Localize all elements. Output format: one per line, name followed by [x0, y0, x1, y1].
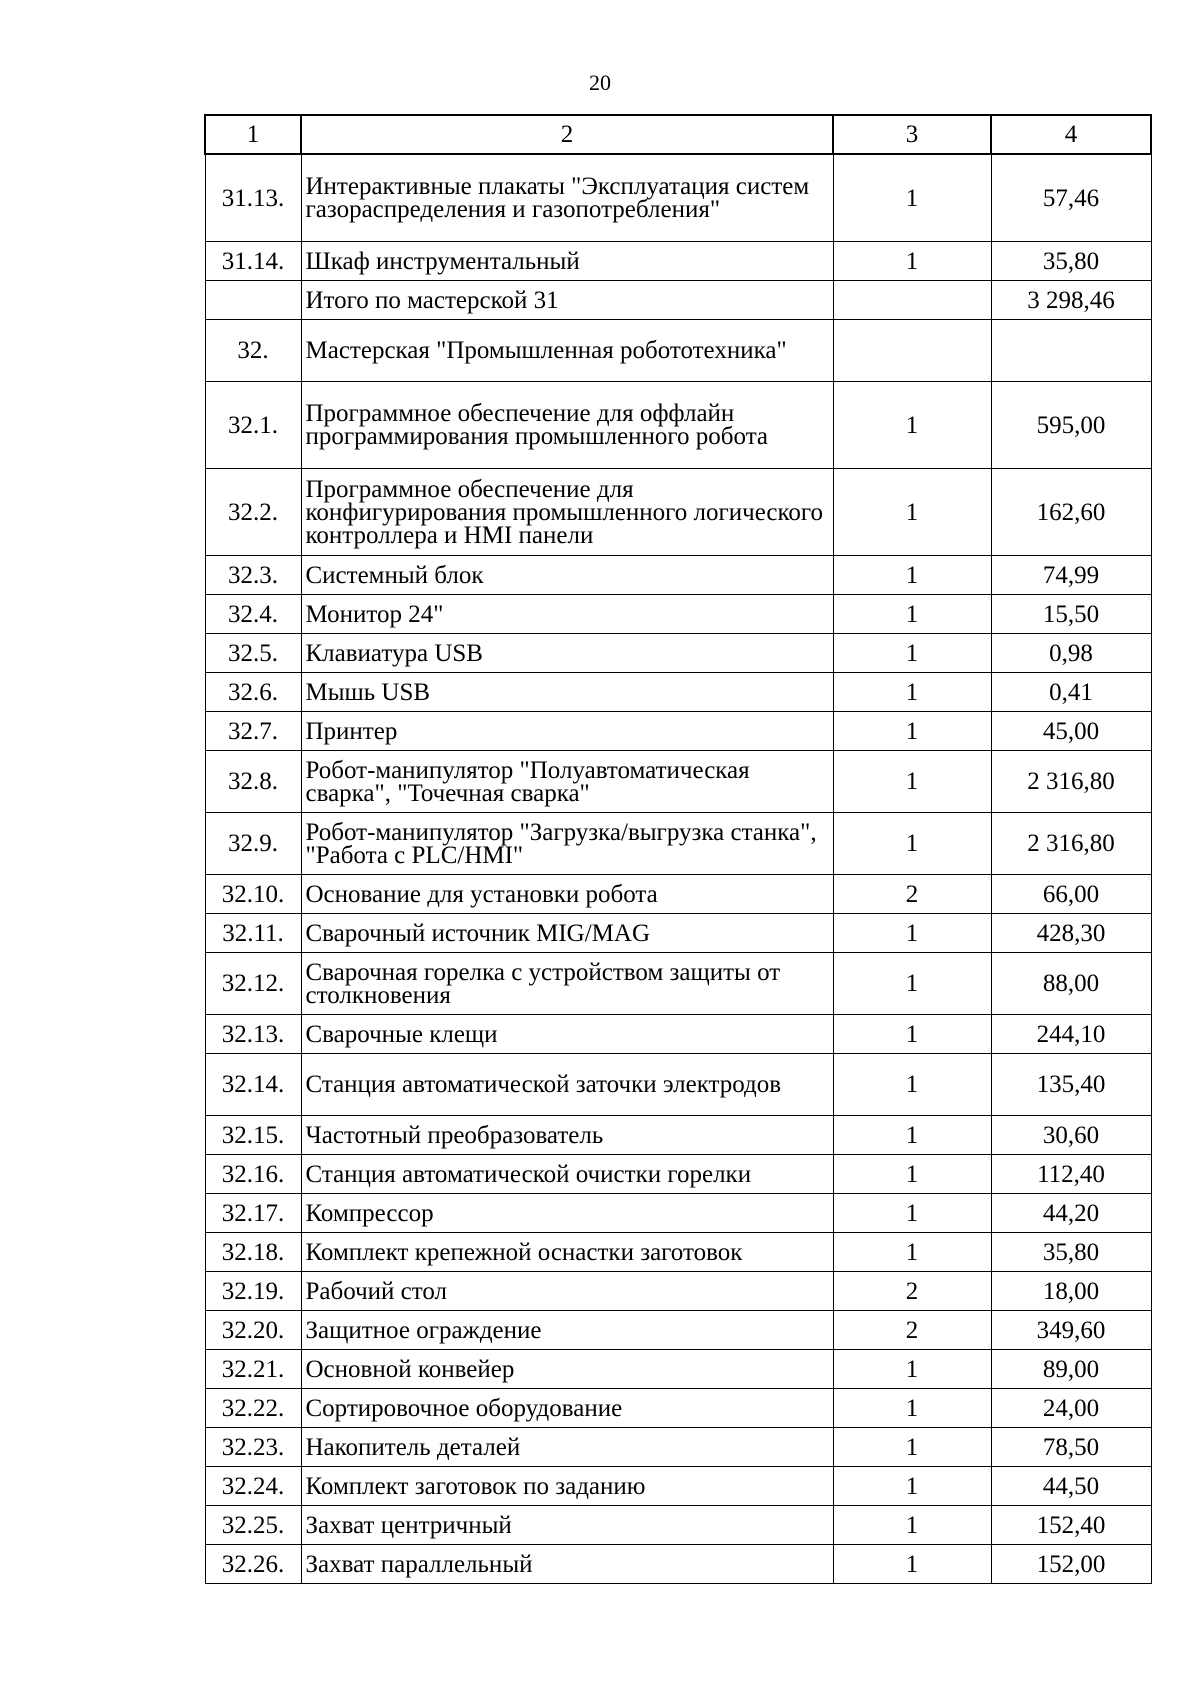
price-cell: 595,00	[991, 382, 1151, 469]
quantity-cell: 2	[833, 875, 991, 914]
price-cell: 2 316,80	[991, 813, 1151, 875]
table-row	[205, 712, 1151, 751]
table-row	[205, 1545, 1151, 1584]
table-row	[205, 813, 1151, 875]
quantity-cell: 1	[833, 1116, 991, 1155]
quantity-cell: 1	[833, 1506, 991, 1545]
quantity-cell: 1	[833, 1350, 991, 1389]
item-number-cell: 32.23.	[205, 1428, 301, 1467]
table-row	[205, 875, 1151, 914]
price-cell: 244,10	[991, 1015, 1151, 1054]
item-name-cell: Основной конвейер	[301, 1350, 833, 1389]
table-row	[205, 242, 1151, 281]
price-cell: 15,50	[991, 595, 1151, 634]
price-cell: 2 316,80	[991, 751, 1151, 813]
table-row	[205, 1054, 1151, 1116]
item-number-cell: 32.1.	[205, 382, 301, 469]
item-name-cell: Интерактивные плакаты "Эксплуатация систем газораспределения и газопотребления"	[301, 154, 833, 242]
item-number-cell: 32.8.	[205, 751, 301, 813]
item-name-cell: Робот-манипулятор "Полуавтоматическая сварка", "Точечная сварка"	[301, 751, 833, 813]
price-cell: 44,50	[991, 1467, 1151, 1506]
quantity-cell: 2	[833, 1311, 991, 1350]
quantity-cell: 1	[833, 382, 991, 469]
table-row	[205, 595, 1151, 634]
table-row	[205, 1389, 1151, 1428]
item-name-cell: Захват центричный	[301, 1506, 833, 1545]
price-cell: 35,80	[991, 1233, 1151, 1272]
table-row	[205, 154, 1151, 242]
table-row	[205, 1272, 1151, 1311]
quantity-cell: 1	[833, 673, 991, 712]
item-name-cell: Принтер	[301, 712, 833, 751]
item-number-cell: 32.17.	[205, 1194, 301, 1233]
item-number-cell: 32.12.	[205, 953, 301, 1015]
item-number-cell: 32.4.	[205, 595, 301, 634]
price-cell: 35,80	[991, 242, 1151, 281]
quantity-cell: 1	[833, 1545, 991, 1584]
price-cell: 152,00	[991, 1545, 1151, 1584]
price-cell: 88,00	[991, 953, 1151, 1015]
item-number-cell: 32.3.	[205, 556, 301, 595]
quantity-cell: 1	[833, 914, 991, 953]
item-number-cell: 32.15.	[205, 1116, 301, 1155]
table-row	[205, 469, 1151, 556]
quantity-cell: 1	[833, 1389, 991, 1428]
table-row	[205, 953, 1151, 1015]
equipment-table	[204, 114, 1152, 1584]
item-number-cell: 32.7.	[205, 712, 301, 751]
table-row	[205, 634, 1151, 673]
price-cell: 152,40	[991, 1506, 1151, 1545]
price-cell: 74,99	[991, 556, 1151, 595]
header-col-2: 2	[301, 115, 833, 154]
item-number-cell: 32.11.	[205, 914, 301, 953]
item-name-cell: Сварочный источник MIG/MAG	[301, 914, 833, 953]
header-col-3: 3	[833, 115, 991, 154]
price-cell: 24,00	[991, 1389, 1151, 1428]
item-name-cell: Компрессор	[301, 1194, 833, 1233]
item-name-cell: Монитор 24"	[301, 595, 833, 634]
price-cell: 135,40	[991, 1054, 1151, 1116]
table-row	[205, 1350, 1151, 1389]
item-number-cell: 32.16.	[205, 1155, 301, 1194]
quantity-cell: 1	[833, 154, 991, 242]
item-name-cell: Программное обеспечение для конфигурирования промышленного логического контроллера и HMI панели	[301, 469, 833, 556]
item-number-cell: 32.25.	[205, 1506, 301, 1545]
table-row	[205, 1155, 1151, 1194]
quantity-cell: 1	[833, 1233, 991, 1272]
item-name-cell: Рабочий стол	[301, 1272, 833, 1311]
table-row	[205, 673, 1151, 712]
quantity-cell: 1	[833, 634, 991, 673]
price-cell: 162,60	[991, 469, 1151, 556]
item-number-cell: 32.24.	[205, 1467, 301, 1506]
table-row	[205, 1116, 1151, 1155]
item-number-cell: 32.5.	[205, 634, 301, 673]
item-number-cell	[205, 281, 301, 320]
quantity-cell: 1	[833, 556, 991, 595]
quantity-cell: 1	[833, 1155, 991, 1194]
quantity-cell: 1	[833, 813, 991, 875]
item-name-cell: Комплект заготовок по заданию	[301, 1467, 833, 1506]
item-name-cell: Накопитель деталей	[301, 1428, 833, 1467]
quantity-cell: 1	[833, 1428, 991, 1467]
item-name-cell: Системный блок	[301, 556, 833, 595]
header-col-1: 1	[205, 115, 301, 154]
price-cell: 428,30	[991, 914, 1151, 953]
table-row	[205, 556, 1151, 595]
table-row	[205, 1428, 1151, 1467]
quantity-cell: 1	[833, 712, 991, 751]
price-cell: 112,40	[991, 1155, 1151, 1194]
item-name-cell: Мастерская "Промышленная робототехника"	[301, 320, 833, 382]
header-col-4: 4	[991, 115, 1151, 154]
quantity-cell	[833, 281, 991, 320]
quantity-cell: 1	[833, 751, 991, 813]
item-name-cell: Защитное ограждение	[301, 1311, 833, 1350]
item-name-cell: Сварочная горелка с устройством защиты от столкновения	[301, 953, 833, 1015]
price-cell: 349,60	[991, 1311, 1151, 1350]
item-name-cell: Сварочные клещи	[301, 1015, 833, 1054]
quantity-cell	[833, 320, 991, 382]
table-row	[205, 1015, 1151, 1054]
item-name-cell: Станция автоматической заточки электродов	[301, 1054, 833, 1116]
item-number-cell: 31.13.	[205, 154, 301, 242]
price-cell: 78,50	[991, 1428, 1151, 1467]
item-number-cell: 32.10.	[205, 875, 301, 914]
quantity-cell: 1	[833, 1467, 991, 1506]
item-name-cell: Основание для установки робота	[301, 875, 833, 914]
item-number-cell: 32.22.	[205, 1389, 301, 1428]
item-name-cell: Станция автоматической очистки горелки	[301, 1155, 833, 1194]
price-cell	[991, 320, 1151, 382]
page-number: 20	[589, 70, 611, 95]
quantity-cell: 2	[833, 1272, 991, 1311]
table-row	[205, 382, 1151, 469]
price-cell: 30,60	[991, 1116, 1151, 1155]
table-row	[205, 914, 1151, 953]
price-cell: 18,00	[991, 1272, 1151, 1311]
table-row	[205, 1506, 1151, 1545]
item-number-cell: 32.14.	[205, 1054, 301, 1116]
item-number-cell: 31.14.	[205, 242, 301, 281]
price-cell: 66,00	[991, 875, 1151, 914]
item-number-cell: 32.2.	[205, 469, 301, 556]
quantity-cell: 1	[833, 1015, 991, 1054]
item-name-cell: Шкаф инструментальный	[301, 242, 833, 281]
item-number-cell: 32.21.	[205, 1350, 301, 1389]
header-row	[205, 115, 1151, 154]
item-number-cell: 32.13.	[205, 1015, 301, 1054]
item-number-cell: 32.18.	[205, 1233, 301, 1272]
item-number-cell: 32.19.	[205, 1272, 301, 1311]
table-row	[205, 1311, 1151, 1350]
table-row	[205, 320, 1151, 382]
price-cell: 0,41	[991, 673, 1151, 712]
price-cell: 57,46	[991, 154, 1151, 242]
item-name-cell: Сортировочное оборудование	[301, 1389, 833, 1428]
item-name-cell: Захват параллельный	[301, 1545, 833, 1584]
price-cell: 0,98	[991, 634, 1151, 673]
item-number-cell: 32.26.	[205, 1545, 301, 1584]
quantity-cell: 1	[833, 1054, 991, 1116]
table-row	[205, 1194, 1151, 1233]
table-body	[205, 154, 1151, 1584]
item-number-cell: 32.	[205, 320, 301, 382]
item-name-cell: Программное обеспечение для оффлайн программирования промышленного робота	[301, 382, 833, 469]
table-header	[205, 115, 1151, 154]
quantity-cell: 1	[833, 469, 991, 556]
price-cell: 3 298,46	[991, 281, 1151, 320]
quantity-cell: 1	[833, 953, 991, 1015]
item-name-cell: Частотный преобразователь	[301, 1116, 833, 1155]
table-row	[205, 1467, 1151, 1506]
table-row	[205, 1233, 1151, 1272]
quantity-cell: 1	[833, 242, 991, 281]
item-name-cell: Клавиатура USB	[301, 634, 833, 673]
price-cell: 89,00	[991, 1350, 1151, 1389]
item-name-cell: Мышь USB	[301, 673, 833, 712]
price-cell: 44,20	[991, 1194, 1151, 1233]
item-name-cell: Комплект крепежной оснастки заготовок	[301, 1233, 833, 1272]
table-row	[205, 281, 1151, 320]
item-name-cell: Итого по мастерской 31	[301, 281, 833, 320]
table-row	[205, 751, 1151, 813]
quantity-cell: 1	[833, 1194, 991, 1233]
item-number-cell: 32.6.	[205, 673, 301, 712]
price-cell: 45,00	[991, 712, 1151, 751]
quantity-cell: 1	[833, 595, 991, 634]
item-number-cell: 32.20.	[205, 1311, 301, 1350]
item-name-cell: Робот-манипулятор "Загрузка/выгрузка станка", "Работа с PLC/HMI"	[301, 813, 833, 875]
item-number-cell: 32.9.	[205, 813, 301, 875]
